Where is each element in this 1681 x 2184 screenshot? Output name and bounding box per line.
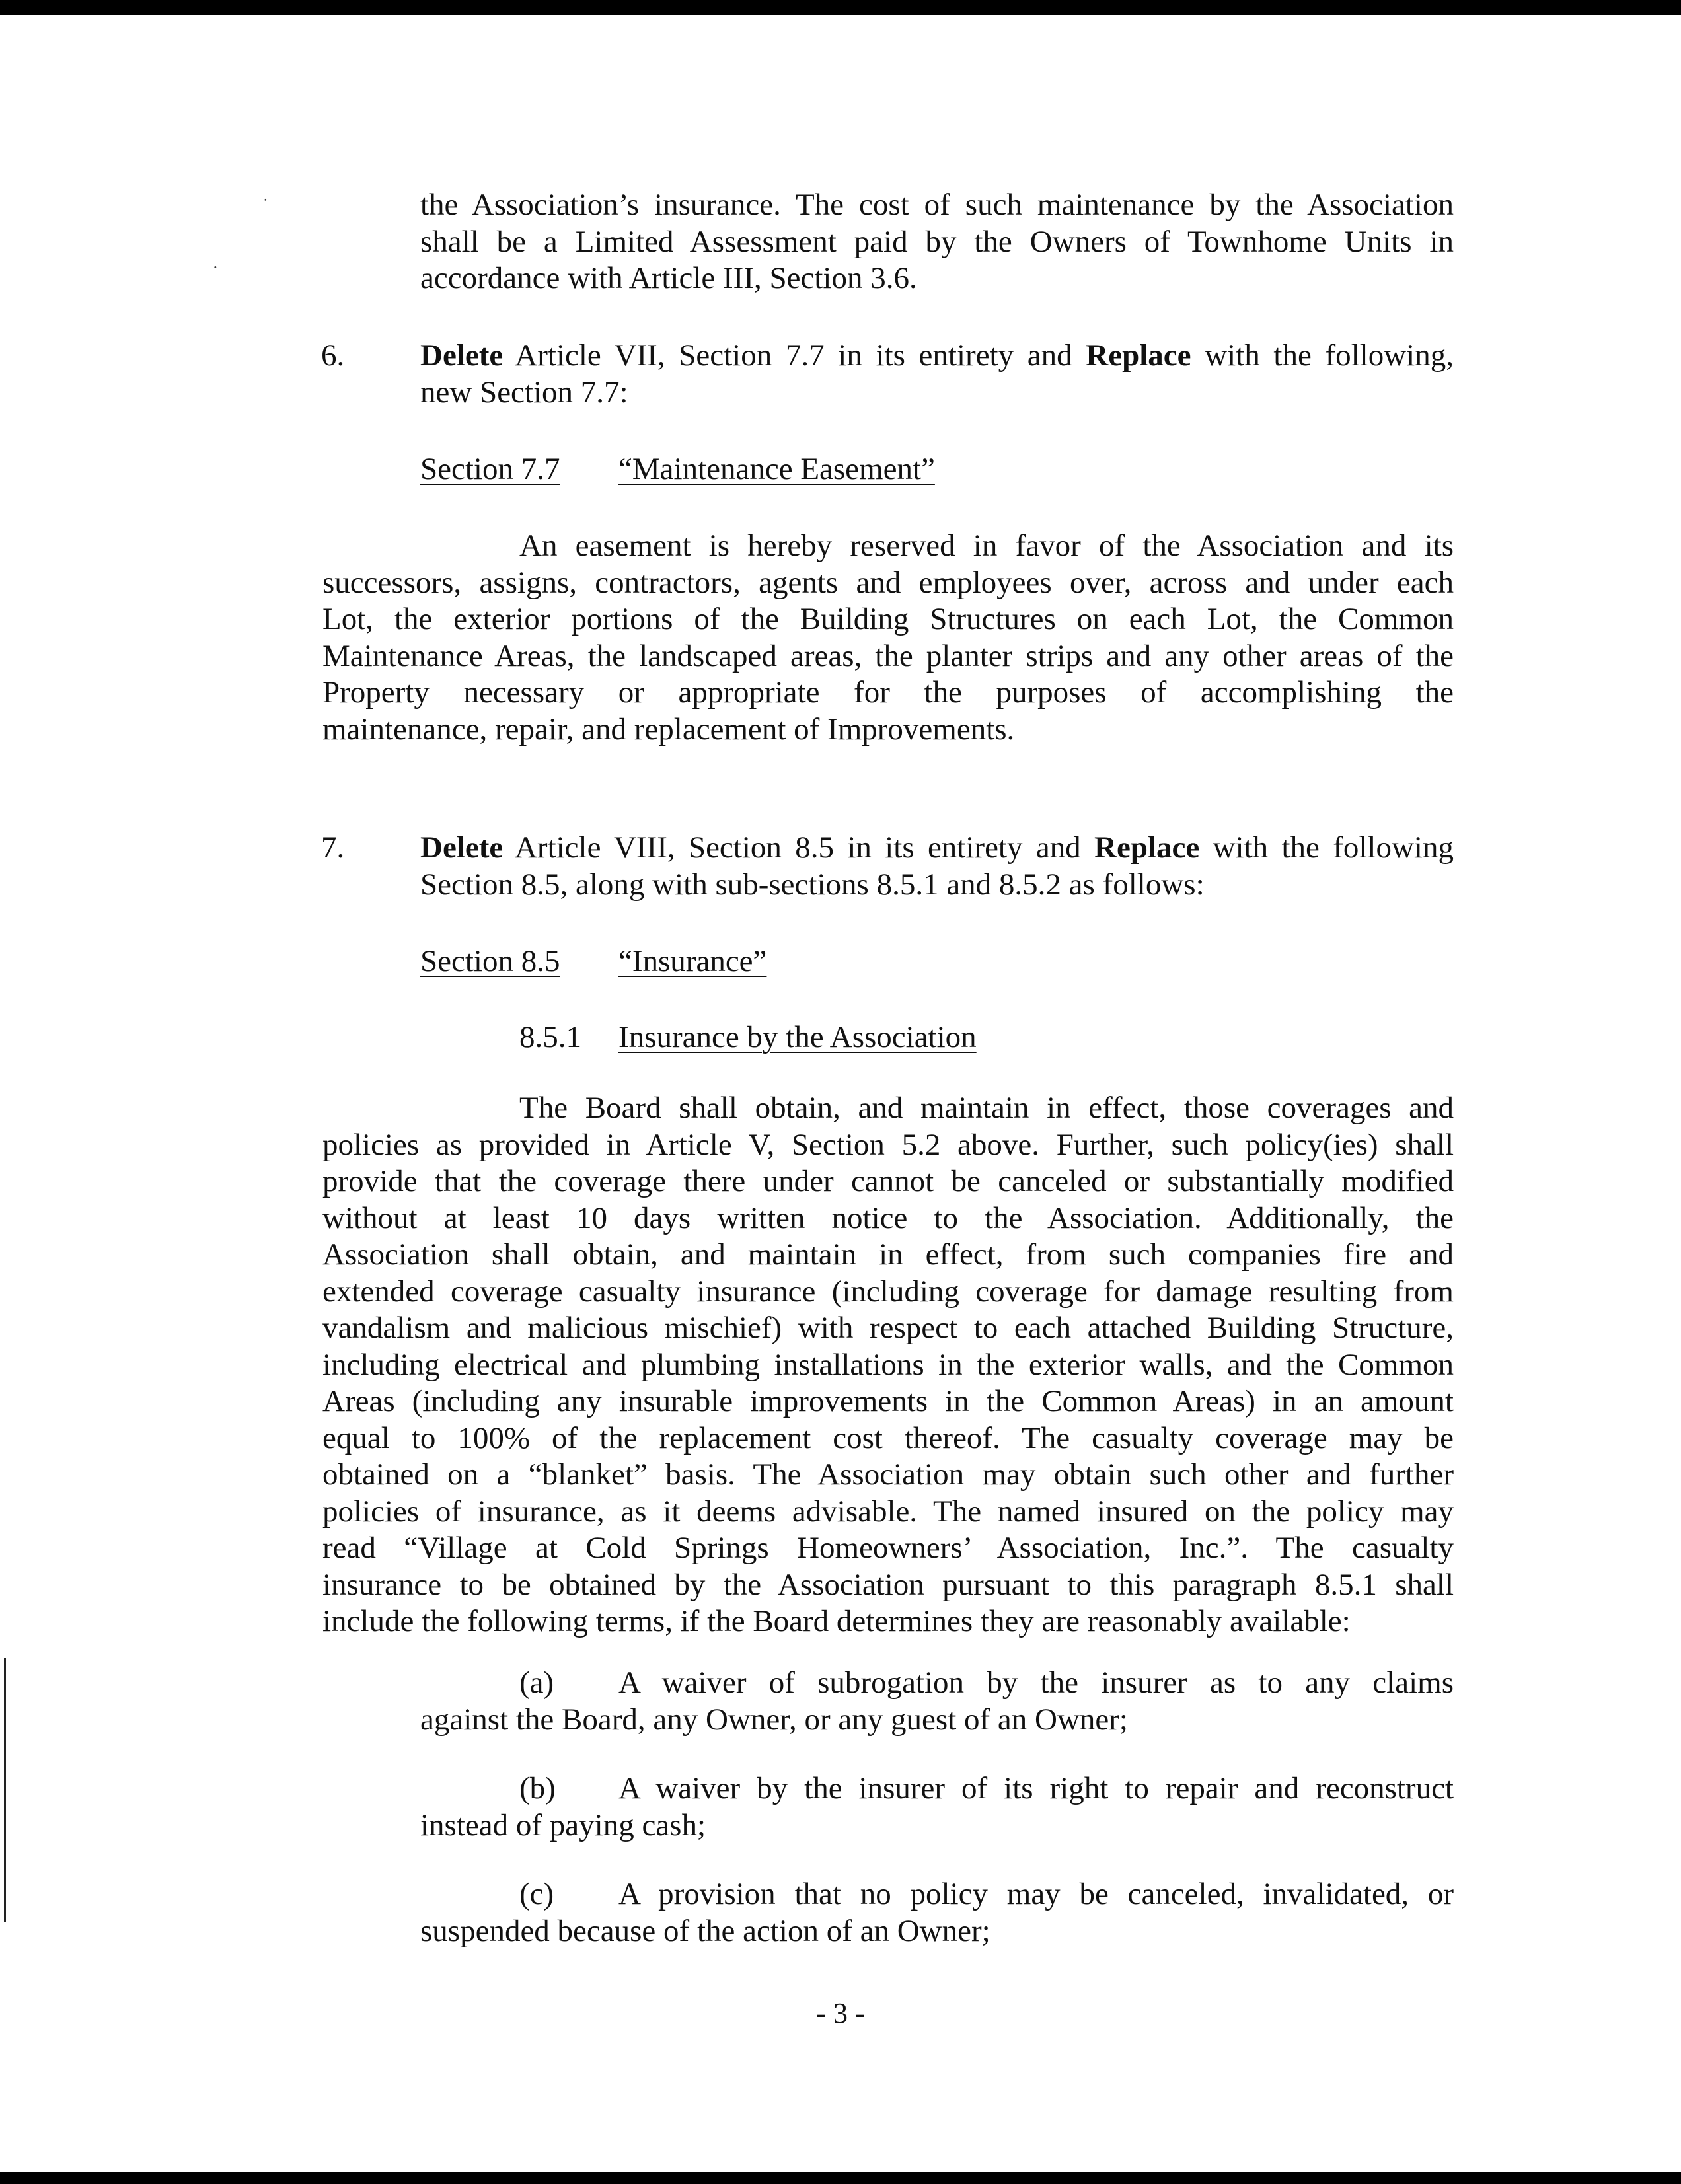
item-6-line-2: new Section 7.7:	[420, 375, 628, 410]
text-line: An easement is hereby reserved in favor of the Association and its	[519, 528, 1454, 563]
item-6-number: 6.	[321, 338, 345, 373]
replace-keyword: Replace	[1094, 830, 1200, 865]
section-7-7-paragraph	[322, 528, 1454, 748]
subitem-b-label: (b)	[519, 1771, 556, 1805]
text-line: extended coverage casualty insurance (including coverage for damage resulting from	[322, 1274, 1454, 1309]
text-line: accordance with Article III, Section 3.6.	[420, 261, 917, 295]
text-line: policies of insurance, as it deems advisable. The named insured on the policy may	[322, 1494, 1454, 1529]
section-8-5-label: Section 8.5	[420, 944, 560, 978]
text-line: the Association’s insurance. The cost of such maintenance by the Association	[420, 188, 1454, 222]
subitem-line-1: A provision that no policy may be canceled, invalidated, or	[618, 1877, 1454, 1911]
subitem-c	[420, 1876, 1454, 1949]
page-number: - 3 -	[816, 1997, 865, 2029]
delete-keyword: Delete	[420, 830, 504, 865]
item-6-text	[420, 338, 1454, 411]
text-line: Maintenance Areas, the landscaped areas, the planter strips and any other areas of the	[322, 638, 1454, 673]
subitem-line-1: A waiver by the insurer of its right to repair and reconstruct	[618, 1771, 1454, 1805]
section-8-5-1-title: Insurance by the Association	[618, 1020, 977, 1054]
scan-top-border	[0, 0, 1681, 15]
section-7-7-label: Section 7.7	[420, 452, 560, 486]
text-line: Association shall obtain, and maintain in effect, from such companies fire and	[322, 1237, 1454, 1272]
scan-left-edge-mark	[4, 1658, 6, 1922]
text-line: Property necessary or appropriate for the purposes of accomplishing the	[322, 675, 1454, 710]
text-line: Areas (including any insurable improvements in the Common Areas) in an amount	[322, 1384, 1454, 1418]
subitem-line-2: suspended because of the action of an Owner;	[420, 1913, 990, 1948]
text-line: policies as provided in Article V, Section 5.2 above. Further, such policy(ies) shall	[322, 1127, 1454, 1162]
text-line: vandalism and malicious mischief) with respect to each attached Building Structure,	[322, 1311, 1454, 1345]
item-7-line-1	[420, 830, 1454, 867]
continuation-paragraph	[420, 187, 1454, 297]
subitem-a	[420, 1665, 1454, 1738]
text-line: read “Village at Cold Springs Homeowners’ Association, Inc.”. The casualty	[322, 1531, 1454, 1565]
text-line: without at least 10 days written notice to the Association. Additionally, the	[322, 1200, 1454, 1235]
scan-mark: ⋅	[263, 192, 268, 208]
text-line: obtained on a “blanket” basis. The Association may obtain such other and further	[322, 1457, 1454, 1492]
section-8-5-1-number: 8.5.1	[519, 1020, 581, 1054]
item-6-line-1	[420, 338, 1454, 375]
item-6-text-a: Article VII, Section 7.7 in its entirety and	[503, 338, 1086, 373]
section-8-5-1-paragraph	[322, 1090, 1454, 1640]
item-7-line-2: Section 8.5, along with sub-sections 8.5.1 and 8.5.2 as follows:	[420, 867, 1205, 902]
item-7-text	[420, 830, 1454, 903]
text-line: maintenance, repair, and replacement of Improvements.	[322, 711, 1015, 746]
text-line: including electrical and plumbing installations in the exterior walls, and the Common	[322, 1347, 1454, 1382]
text-line: shall be a Limited Assessment paid by the Owners of Townhome Units in	[420, 224, 1454, 259]
text-line: The Board shall obtain, and maintain in effect, those coverages and	[519, 1091, 1454, 1125]
replace-keyword: Replace	[1086, 338, 1191, 373]
scan-bottom-border	[0, 2172, 1681, 2184]
subitem-c-label: (c)	[519, 1877, 554, 1911]
scan-mark: ⋅	[213, 259, 218, 275]
delete-keyword: Delete	[420, 338, 504, 373]
text-line: provide that the coverage there under cannot be canceled or substantially modified	[322, 1164, 1454, 1198]
subitem-b	[420, 1770, 1454, 1844]
subitem-line-2: instead of paying cash;	[420, 1807, 706, 1842]
text-line: successors, assigns, contractors, agents and employees over, across and under each	[322, 565, 1454, 600]
item-7-number: 7.	[321, 830, 345, 865]
text-line: insurance to be obtained by the Association pursuant to this paragraph 8.5.1 shall	[322, 1567, 1454, 1602]
text-line: equal to 100% of the replacement cost thereof. The casualty coverage may be	[322, 1420, 1454, 1455]
subitem-a-label: (a)	[519, 1665, 554, 1700]
subitem-line-1: A waiver of subrogation by the insurer as to any claims	[618, 1665, 1454, 1700]
section-7-7-title: “Maintenance Easement”	[618, 452, 935, 486]
text-line: Lot, the exterior portions of the Building Structures on each Lot, the Common	[322, 602, 1454, 636]
subitem-line-2: against the Board, any Owner, or any guest of an Owner;	[420, 1702, 1128, 1737]
item-7-text-b: with the following	[1199, 830, 1454, 865]
section-8-5-title: “Insurance”	[618, 944, 767, 978]
item-6-text-b: with the following,	[1191, 338, 1454, 373]
text-line: include the following terms, if the Board determines they are reasonably available:	[322, 1604, 1351, 1638]
item-7-text-a: Article VIII, Section 8.5 in its entirety and	[503, 830, 1095, 865]
